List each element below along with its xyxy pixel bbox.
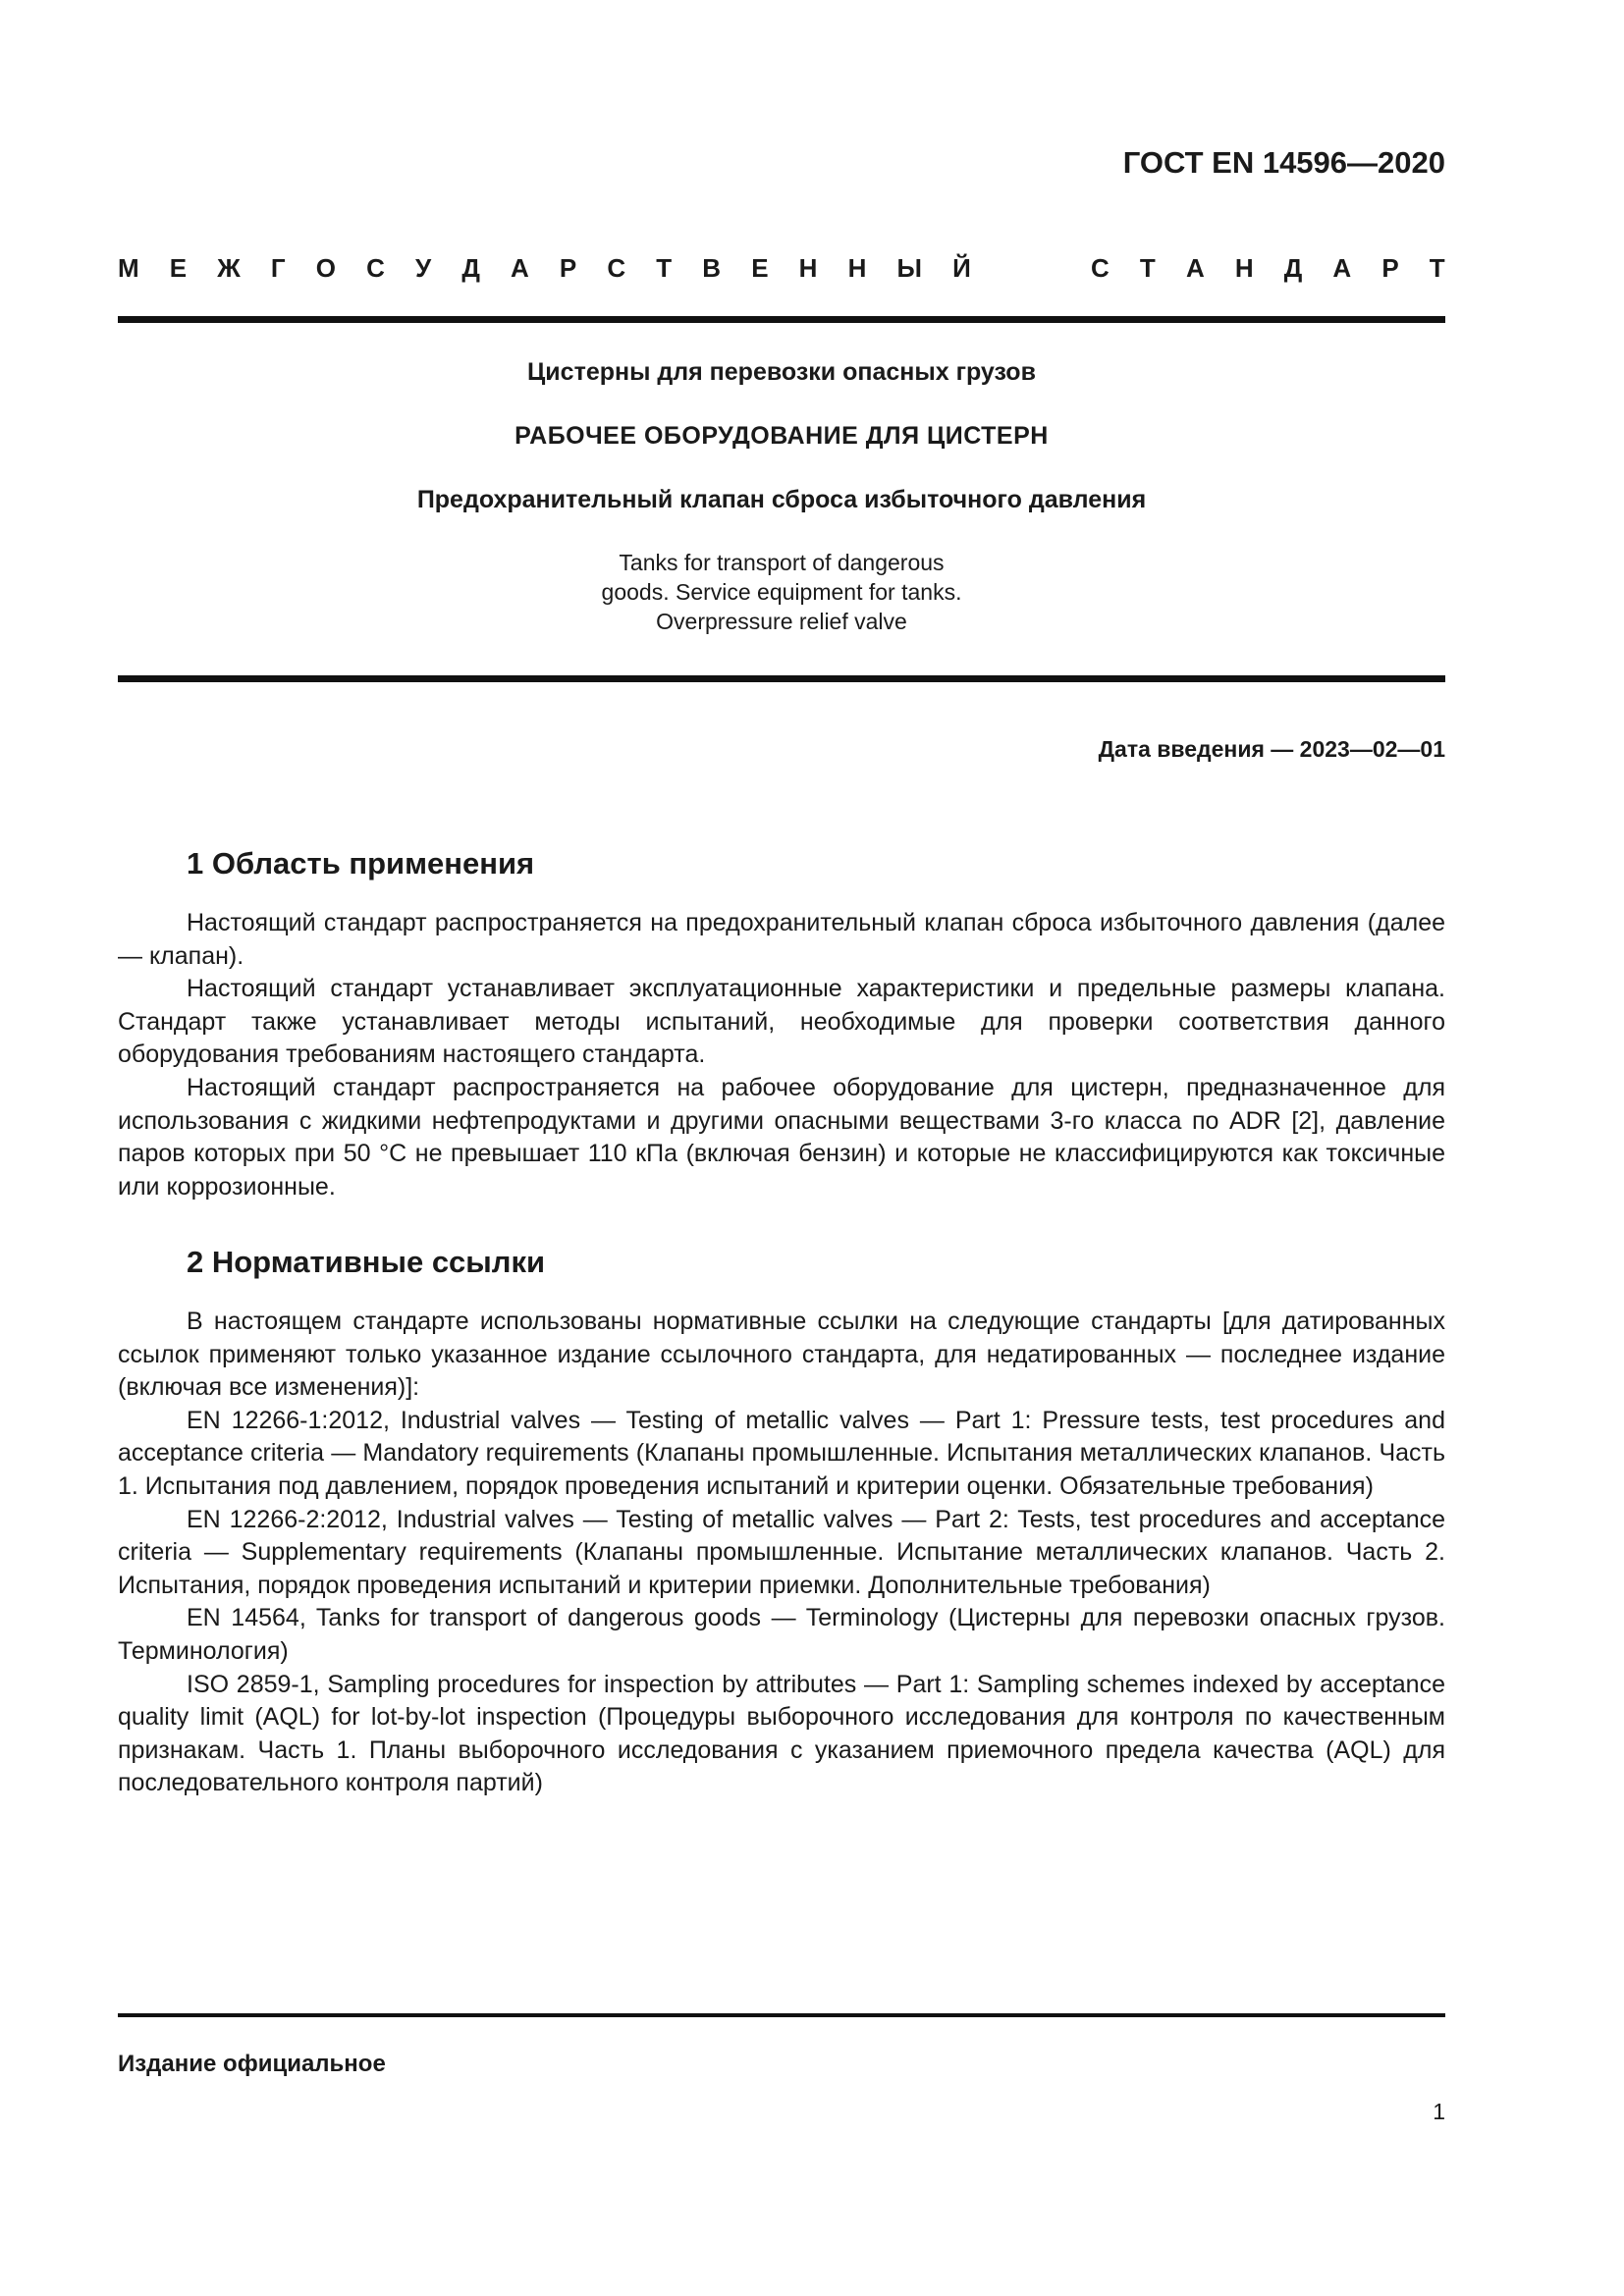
banner-letter: С	[366, 253, 385, 283]
page-number: 1	[1433, 2099, 1445, 2124]
banner-letter: М	[118, 253, 139, 283]
interstate-standard-banner	[118, 253, 1445, 284]
banner-letter: Е	[169, 253, 188, 283]
banner-letter: Н	[847, 253, 867, 283]
banner-letter: В	[702, 253, 722, 283]
reference-item: EN 12266-2:2012, Industrial valves — Testing of metallic valves — Part 2: Tests, test procedures and acceptance criteria — Supplementary requirements (Клапаны промышленные. Испытание металлических клапанов. Часть 2. Испытания, порядок проведения испытаний и критерии приемки. Дополнительные требования)	[118, 1505, 1445, 1599]
banner-letter: С	[607, 253, 626, 283]
official-edition-label: Издание официальное	[118, 2051, 386, 2077]
section-2-heading: 2 Нормативные ссылки	[187, 1245, 546, 1279]
document-part-title: Предохранительный клапан сброса избыточного давления	[416, 486, 1147, 513]
document-subtitle: РАБОЧЕЕ ОБОРУДОВАНИЕ ДЛЯ ЦИСТЕРН	[514, 422, 1049, 450]
banner-letter: Т	[1139, 253, 1156, 283]
banner-letter: А	[511, 253, 529, 283]
footer-rule	[118, 2013, 1445, 2017]
reference-item: ISO 2859-1, Sampling procedures for inspection by attributes — Part 1: Sampling schemes indexed by acceptance quality limit (AQL) for lot-by-lot inspection (Процедуры выборочного исследования для контроля по качественным признакам. Часть 1. Планы выборочного исследования с указанием приемочного предела качества (AQL) для последовательного контроля партий)	[118, 1670, 1445, 1797]
banner-letter: Ж	[217, 253, 241, 283]
paragraph: Настоящий стандарт распространяется на предохранительный клапан сброса избыточного давления (далее — клапан).	[118, 909, 1445, 970]
introduction-date: Дата введения — 2023—02—01	[1098, 736, 1445, 762]
reference-item: EN 12266-1:2012, Industrial valves — Testing of metallic valves — Part 1: Pressure tests, test procedures and acceptance criteria — Mandatory requirements (Клапаны промышленные. Испытания металлических клапанов. Часть 1. Испытания под давлением, порядок проведения испытаний и критерии оценки. Обязательные требования)	[118, 1406, 1445, 1500]
banner-letter: О	[315, 253, 336, 283]
standard-number: ГОСТ EN 14596—2020	[1122, 145, 1445, 180]
section-1-heading: 1 Область применения	[187, 846, 535, 881]
banner-letter: Н	[798, 253, 818, 283]
reference-item: EN 14564, Tanks for transport of dangerous goods — Terminology (Цистерны для перевозки опасных грузов. Терминология)	[118, 1604, 1445, 1665]
english-title-line: goods. Service equipment for tanks.	[601, 579, 962, 605]
banner-letter: С	[1091, 253, 1110, 283]
banner-letter: Д	[461, 253, 480, 283]
banner-letter: А	[1332, 253, 1352, 283]
paragraph: В настоящем стандарте использованы нормативные ссылки на следующие стандарты [для датированных ссылок применяют только указанное издание ссылочного стандарта, для недатированных — последнее издание (включая все изменения)]:	[118, 1308, 1445, 1402]
banner-gap	[1001, 253, 1060, 284]
section-1-body	[118, 907, 1445, 1203]
english-title-line: Overpressure relief valve	[656, 609, 907, 634]
banner-letter: Н	[1234, 253, 1254, 283]
english-title	[118, 548, 1445, 636]
banner-letter: Д	[1283, 253, 1303, 283]
banner-letter: А	[1185, 253, 1205, 283]
banner-letter: Т	[1429, 253, 1445, 283]
title-rule	[118, 675, 1445, 682]
section-2-body	[118, 1306, 1445, 1800]
paragraph: Настоящий стандарт устанавливает эксплуатационные характеристики и предельные размеры клапана. Стандарт также устанавливает методы испытаний, необходимые для проверки соответствия данного оборудования требованиям настоящего стандарта.	[118, 975, 1445, 1069]
english-title-line: Tanks for transport of dangerous	[619, 550, 945, 575]
paragraph: Настоящий стандарт распространяется на рабочее оборудование для цистерн, предназначенное для использования с жидкими нефтепродуктами и другими опасными веществами 3-го класса по ADR [2], давление паров которых при 50 °С не превышает 110 кПа (включая бензин) и которые не классифицируются как токсичные или коррозионные.	[118, 1073, 1445, 1201]
banner-letter: У	[415, 253, 432, 283]
banner-letter: Г	[270, 253, 286, 283]
banner-letter: Й	[952, 253, 971, 283]
banner-letter: Р	[1381, 253, 1399, 283]
banner-letter: Е	[751, 253, 769, 283]
banner-letter: Ы	[896, 253, 922, 283]
document-title: Цистерны для перевозки опасных грузов	[527, 358, 1036, 386]
banner-letter: Т	[656, 253, 673, 283]
header-rule	[118, 316, 1445, 323]
banner-letter: Р	[559, 253, 577, 283]
